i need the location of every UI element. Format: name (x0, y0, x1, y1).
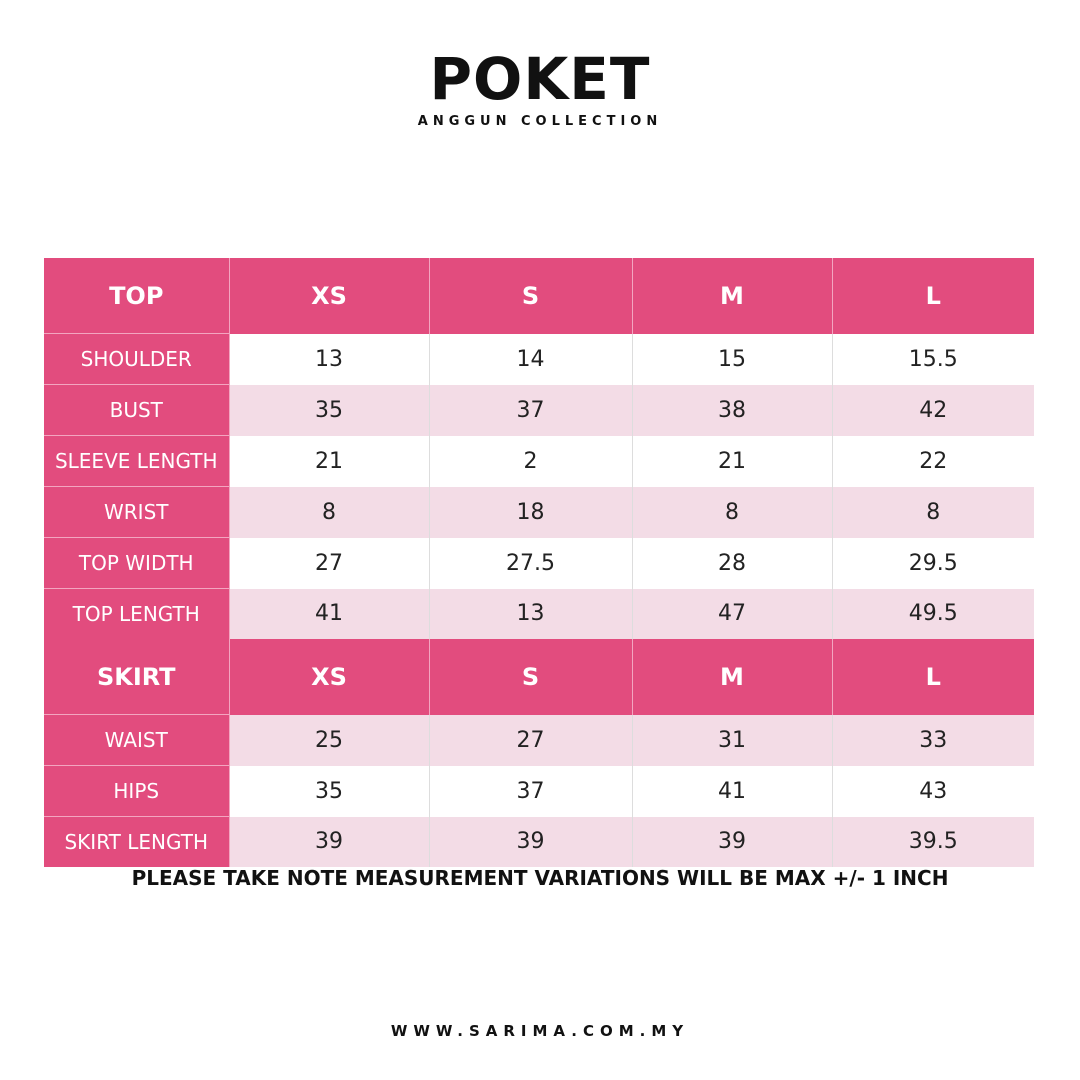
top-header-row (44, 258, 1034, 334)
table-cell: 39 (229, 817, 429, 868)
table-cell: 21 (632, 436, 832, 487)
table-cell: 35 (229, 766, 429, 817)
table-cell: 18 (429, 487, 632, 538)
header-cell: XS (229, 258, 429, 334)
header-cell: M (632, 258, 832, 334)
brand-subtitle: ANGGUN COLLECTION (417, 114, 663, 129)
table-cell: 42 (832, 385, 1034, 436)
header-cell: SKIRT (44, 639, 229, 715)
table-cell: 35 (229, 385, 429, 436)
table-row (44, 334, 1034, 385)
table-cell: 39 (632, 817, 832, 868)
table-cell: 28 (632, 538, 832, 589)
table-row (44, 487, 1034, 538)
table-cell: 27 (229, 538, 429, 589)
row-label: WAIST (44, 715, 229, 766)
table-cell: 15.5 (832, 334, 1034, 385)
brand-title: POKET (429, 45, 651, 113)
header-cell: S (429, 258, 632, 334)
header-cell: TOP (44, 258, 229, 334)
header-cell: L (832, 639, 1034, 715)
table-cell: 31 (632, 715, 832, 766)
table-cell: 15 (632, 334, 832, 385)
table-cell: 47 (632, 589, 832, 640)
table-cell: 37 (429, 766, 632, 817)
row-label: TOP LENGTH (44, 589, 229, 640)
table-cell: 8 (832, 487, 1034, 538)
row-label: WRIST (44, 487, 229, 538)
table-row (44, 715, 1034, 766)
table-cell: 14 (429, 334, 632, 385)
table-cell: 21 (229, 436, 429, 487)
table-cell: 49.5 (832, 589, 1034, 640)
table-cell: 13 (429, 589, 632, 640)
table-row (44, 385, 1034, 436)
row-label: SKIRT LENGTH (44, 817, 229, 868)
table-row (44, 589, 1034, 640)
table-cell: 2 (429, 436, 632, 487)
row-label: HIPS (44, 766, 229, 817)
website-url[interactable]: WWW.SARIMA.COM.MY (390, 1022, 690, 1040)
table-cell: 39 (429, 817, 632, 868)
row-label: TOP WIDTH (44, 538, 229, 589)
table-cell: 13 (229, 334, 429, 385)
size-chart-table (44, 258, 1034, 867)
header-cell: XS (229, 639, 429, 715)
table-cell: 43 (832, 766, 1034, 817)
skirt-header-row (44, 639, 1034, 715)
table-cell: 8 (632, 487, 832, 538)
header-cell: M (632, 639, 832, 715)
table-cell: 41 (632, 766, 832, 817)
table-cell: 25 (229, 715, 429, 766)
table-cell: 37 (429, 385, 632, 436)
brand-header (0, 44, 1080, 129)
table-row (44, 436, 1034, 487)
table-cell: 38 (632, 385, 832, 436)
table-row (44, 817, 1034, 868)
row-label: SHOULDER (44, 334, 229, 385)
table-cell: 29.5 (832, 538, 1034, 589)
measurement-note: PLEASE TAKE NOTE MEASUREMENT VARIATIONS WILL BE MAX +/- 1 INCH (131, 866, 949, 890)
header-cell: S (429, 639, 632, 715)
table-cell: 39.5 (832, 817, 1034, 868)
header-cell: L (832, 258, 1034, 334)
table-cell: 22 (832, 436, 1034, 487)
row-label: SLEEVE LENGTH (44, 436, 229, 487)
table-cell: 33 (832, 715, 1034, 766)
row-label: BUST (44, 385, 229, 436)
table-cell: 27 (429, 715, 632, 766)
table-cell: 8 (229, 487, 429, 538)
table-row (44, 766, 1034, 817)
table-cell: 41 (229, 589, 429, 640)
table-cell: 27.5 (429, 538, 632, 589)
table-row (44, 538, 1034, 589)
